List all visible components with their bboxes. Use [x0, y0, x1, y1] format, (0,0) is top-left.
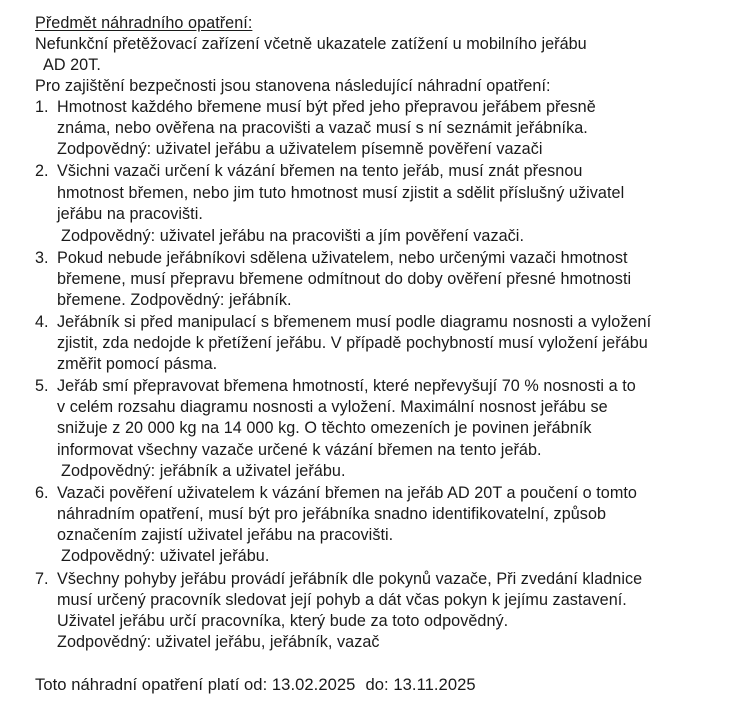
list-item-6-line-3: označením zajistí uživatel jeřábu na pracovišti. — [57, 526, 394, 544]
list-item-5-responsible: Zodpovědný: jeřábník a uživatel jeřábu. — [61, 462, 346, 480]
intro-text: Pro zajištění bezpečnosti jsou stanovena následující náhradní opatření: — [35, 77, 551, 95]
list-item-6-line-2: náhradním opatření, musí být pro jeřábníka snadno identifikovatelní, způsob — [57, 505, 607, 523]
list-item-1-responsible: Zodpovědný: uživatel jeřábu a uživatelem písemně pověření vazači — [57, 140, 543, 158]
list-item-3-line-1 — [35, 248, 628, 268]
list-item-text: Vazači pověření uživatelem k vázání břemen na jeřáb AD 20T a poučení o tomto — [57, 484, 637, 502]
list-item-text: Všichni vazači určení k vázání břemen na tento jeřáb, musí znát přesnou — [57, 162, 583, 180]
list-item-5-line-2: v celém rozsahu diagramu nosnosti a vyložení. Maximální nosnost jeřábu se — [57, 398, 608, 416]
list-item-4-line-3: změřit pomocí pásma. — [57, 355, 218, 373]
validity-to-date: 13.11.2025 — [393, 675, 476, 694]
list-item-text: Pokud nebude jeřábníkovi sdělena uživatelem, nebo určenými vazači hmotnost — [57, 249, 628, 267]
subject-line-1: Nefunkční přetěžovací zařízení včetně ukazatele zatížení u mobilního jeřábu — [35, 35, 587, 53]
list-item-number: 7. — [35, 570, 49, 588]
list-item-2-line-3: jeřábu na pracovišti. — [57, 205, 203, 223]
subject-line-2: AD 20T. — [43, 56, 101, 74]
list-item-4-line-1 — [35, 312, 651, 332]
list-item-1-line-2: známa, nebo ověřena na pracovišti a vazač musí s ní seznámit jeřábníka. — [57, 119, 588, 137]
list-item-number: 1. — [35, 98, 49, 116]
list-item-7-line-2: musí určený pracovník sledovat její pohyb a dát včas pokyn k jejímu zastavení. — [57, 591, 627, 609]
list-item-7-line-1 — [35, 569, 642, 589]
list-item-6-responsible: Zodpovědný: uživatel jeřábu. — [61, 547, 270, 565]
list-item-3-line-3: břemene. Zodpovědný: jeřábník. — [57, 291, 292, 309]
list-item-5-line-4: informovat všechny vazače určené k vázání břemen na tento jeřáb. — [57, 441, 542, 459]
list-item-2-line-2: hmotnost břemen, nebo jim tuto hmotnost musí zjistit a sdělit příslušný uživatel — [57, 184, 625, 202]
validity-to-label: do: — [365, 675, 389, 694]
list-item-3-line-2: břemene, musí přepravu břemene odmítnout do doby ověření přesné hmotnosti — [57, 270, 632, 288]
list-item-text: Hmotnost každého břemene musí být před jeho přepravou jeřábem přesně — [57, 98, 596, 116]
list-item-1-line-1 — [35, 97, 596, 117]
list-item-number: 2. — [35, 162, 49, 180]
list-item-number: 4. — [35, 313, 49, 331]
list-item-2-responsible: Zodpovědný: uživatel jeřábu na pracovišti a jím pověření vazači. — [61, 227, 524, 245]
heading: Předmět náhradního opatření: — [35, 14, 253, 32]
list-item-4-line-2: zjistit, zda nedojde k přetížení jeřábu. V případě pochybností musí vyložení jeřábu — [57, 334, 648, 352]
validity-prefix: Toto náhradní opatření platí od: — [35, 675, 268, 694]
list-item-2-line-1 — [35, 161, 582, 181]
list-item-5-line-3: snižuje z 20 000 kg na 14 000 kg. O těchto omezeních je povinen jeřábník — [57, 419, 592, 437]
list-item-text: Všechny pohyby jeřábu provádí jeřábník dle pokynů vazače, Při zvedání kladnice — [57, 570, 643, 588]
validity-line — [35, 675, 476, 695]
list-item-number: 6. — [35, 484, 49, 502]
list-item-6-line-1 — [35, 483, 637, 503]
list-item-7-responsible: Zodpovědný: uživatel jeřábu, jeřábník, vazač — [57, 633, 380, 651]
list-item-number: 3. — [35, 249, 49, 267]
list-item-number: 5. — [35, 377, 49, 395]
list-item-text: Jeřáb smí přepravovat břemena hmotností, které nepřevyšují 70 % nosnosti a to — [57, 377, 636, 395]
validity-from-date: 13.02.2025 — [271, 675, 356, 694]
list-item-7-line-3: Uživatel jeřábu určí pracovníka, který bude za toto odpovědný. — [57, 612, 509, 630]
list-item-5-line-1 — [35, 376, 636, 396]
list-item-text: Jeřábník si před manipulací s břemenem musí podle diagramu nosnosti a vyložení — [57, 313, 652, 331]
